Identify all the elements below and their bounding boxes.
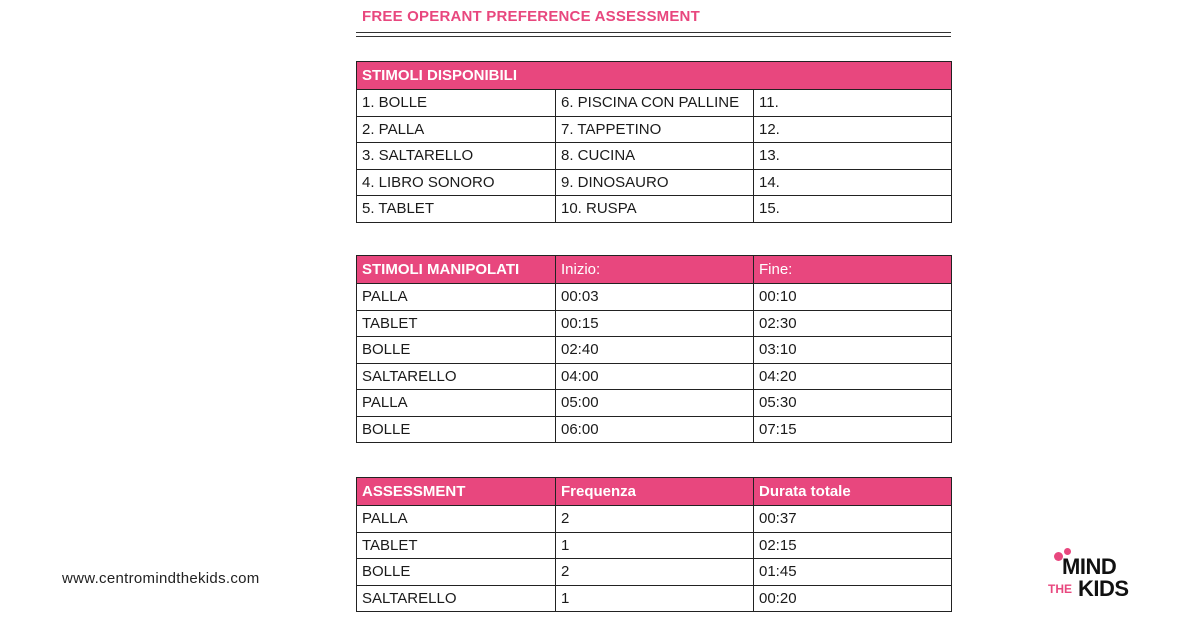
- table-cell: 2. PALLA: [357, 116, 556, 143]
- table-cell: 07:15: [754, 416, 952, 443]
- table-cell: 13.: [754, 143, 952, 170]
- table-cell: 12.: [754, 116, 952, 143]
- table-cell: 02:30: [754, 310, 952, 337]
- table-cell: BOLLE: [357, 416, 556, 443]
- logo-the-text: THE: [1048, 582, 1072, 596]
- table-cell: PALLA: [357, 284, 556, 311]
- table-row: [357, 363, 952, 390]
- logo-kids-text: KIDS: [1078, 576, 1129, 601]
- table-cell: 00:37: [754, 506, 952, 533]
- table-cell: 1. BOLLE: [357, 90, 556, 117]
- logo-mind-text: MIND: [1062, 554, 1117, 579]
- table-cell: 04:00: [556, 363, 754, 390]
- table-cell: 15.: [754, 196, 952, 223]
- table-cell: PALLA: [357, 390, 556, 417]
- table-cell: 10. RUSPA: [556, 196, 754, 223]
- table-cell: TABLET: [357, 532, 556, 559]
- table-cell: BOLLE: [357, 559, 556, 586]
- table-cell: 00:15: [556, 310, 754, 337]
- table-cell: 14.: [754, 169, 952, 196]
- table-header-cell: Durata totale: [754, 478, 952, 506]
- table-cell: 00:03: [556, 284, 754, 311]
- table-cell: 02:15: [754, 532, 952, 559]
- table-row: [357, 143, 952, 170]
- table-cell: 5. TABLET: [357, 196, 556, 223]
- table-cell: 4. LIBRO SONORO: [357, 169, 556, 196]
- table-cell: 2: [556, 559, 754, 586]
- table-cell: 01:45: [754, 559, 952, 586]
- table-cell: 1: [556, 532, 754, 559]
- table-header-row: [357, 62, 952, 90]
- table-cell: TABLET: [357, 310, 556, 337]
- title-rule-top: [356, 32, 951, 33]
- mind-the-kids-logo: [1040, 548, 1130, 608]
- table-cell: PALLA: [357, 506, 556, 533]
- table-header-cell: Frequenza: [556, 478, 754, 506]
- table-header-cell: STIMOLI DISPONIBILI: [357, 62, 952, 90]
- table-cell: 3. SALTARELLO: [357, 143, 556, 170]
- assessment-table: [356, 477, 952, 612]
- table-row: [357, 506, 952, 533]
- table-row: [357, 310, 952, 337]
- table-header-cell: STIMOLI MANIPOLATI: [357, 256, 556, 284]
- table-header-cell: Fine:: [754, 256, 952, 284]
- table-cell: 8. CUCINA: [556, 143, 754, 170]
- table-cell: 05:00: [556, 390, 754, 417]
- table-cell: SALTARELLO: [357, 585, 556, 612]
- table-row: [357, 585, 952, 612]
- website-link[interactable]: www.centromindthekids.com: [62, 570, 260, 587]
- table-row: [357, 559, 952, 586]
- table-cell: 06:00: [556, 416, 754, 443]
- table-header-cell: Inizio:: [556, 256, 754, 284]
- table-cell: 7. TAPPETINO: [556, 116, 754, 143]
- table-cell: 00:20: [754, 585, 952, 612]
- table-cell: 1: [556, 585, 754, 612]
- table-cell: 00:10: [754, 284, 952, 311]
- table-cell: 9. DINOSAURO: [556, 169, 754, 196]
- title-rule-bottom: [356, 36, 951, 37]
- table-row: [357, 390, 952, 417]
- table-row: [357, 116, 952, 143]
- table-cell: 03:10: [754, 337, 952, 364]
- table-row: [357, 337, 952, 364]
- table-header-row: [357, 256, 952, 284]
- stimoli-disponibili-table: [356, 61, 952, 223]
- table-cell: 04:20: [754, 363, 952, 390]
- table-cell: SALTARELLO: [357, 363, 556, 390]
- table-cell: 02:40: [556, 337, 754, 364]
- table-header-cell: ASSESSMENT: [357, 478, 556, 506]
- table-row: [357, 196, 952, 223]
- table-cell: 2: [556, 506, 754, 533]
- table-header-row: [357, 478, 952, 506]
- table-cell: 6. PISCINA CON PALLINE: [556, 90, 754, 117]
- stimoli-manipolati-table: [356, 255, 952, 443]
- table-cell: 05:30: [754, 390, 952, 417]
- table-row: [357, 284, 952, 311]
- table-row: [357, 416, 952, 443]
- table-row: [357, 90, 952, 117]
- table-cell: 11.: [754, 90, 952, 117]
- document-title: FREE OPERANT PREFERENCE ASSESSMENT: [362, 8, 700, 25]
- table-cell: BOLLE: [357, 337, 556, 364]
- table-row: [357, 532, 952, 559]
- table-row: [357, 169, 952, 196]
